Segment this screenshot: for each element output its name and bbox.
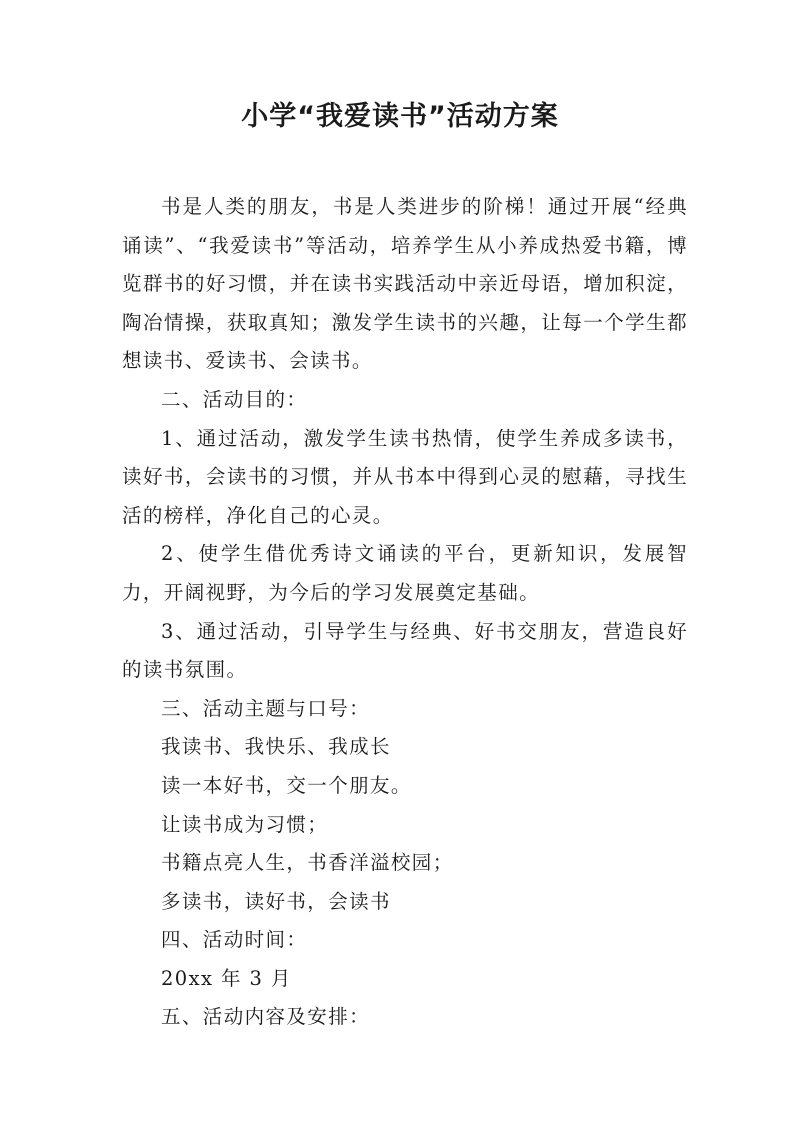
purpose-item-3: 3、通过活动，引导学生与经典、好书交朋友，营造良好的读书氛围。: [122, 619, 688, 682]
section-heading-time: 四、活动时间：: [161, 928, 308, 952]
slogan-line: 书籍点亮人生，书香洋溢校园；: [161, 851, 454, 875]
purpose-item-2: 2、使学生借优秀诗文诵读的平台，更新知识，发展智力，开阔视野，为今后的学习发展奠定基础。: [122, 542, 688, 604]
section-heading-purpose: 二、活动目的：: [161, 387, 308, 411]
slogan-line: 读一本好书，交一个朋友。: [161, 773, 412, 797]
document-title: 小学“我爱读书”活动方案: [241, 101, 559, 132]
slogan-line: 我读书、我快乐、我成长: [161, 735, 391, 759]
activity-time-value: 20xx 年 3 月: [161, 966, 292, 990]
slogan-line: 多读书，读好书，会读书: [161, 889, 391, 913]
purpose-item-1: 1、通过活动，激发学生读书热情，使学生养成多读书，读好书，会读书的习惯，并从书本中得到心灵的慰藉，寻找生活的榜样，净化自己的心灵。: [122, 426, 688, 527]
document-body: [122, 188, 688, 1037]
section-heading-theme: 三、活动主题与口号：: [161, 696, 371, 720]
section-heading-content: 五、活动内容及安排：: [161, 1005, 371, 1029]
slogan-line: 让读书成为习惯；: [161, 812, 329, 836]
intro-paragraph: 书是人类的朋友，书是人类进步的阶梯！通过开展“经典诵读”、“我爱读书”等活动，培养学生从小养成热爱书籍，博览群书的好习惯，并在读书实践活动中亲近母语，增加积淀，陶冶情操，获取真知；激发学生读书的兴趣，让每一个学生都想读书、爱读书、会读书。: [122, 195, 688, 373]
